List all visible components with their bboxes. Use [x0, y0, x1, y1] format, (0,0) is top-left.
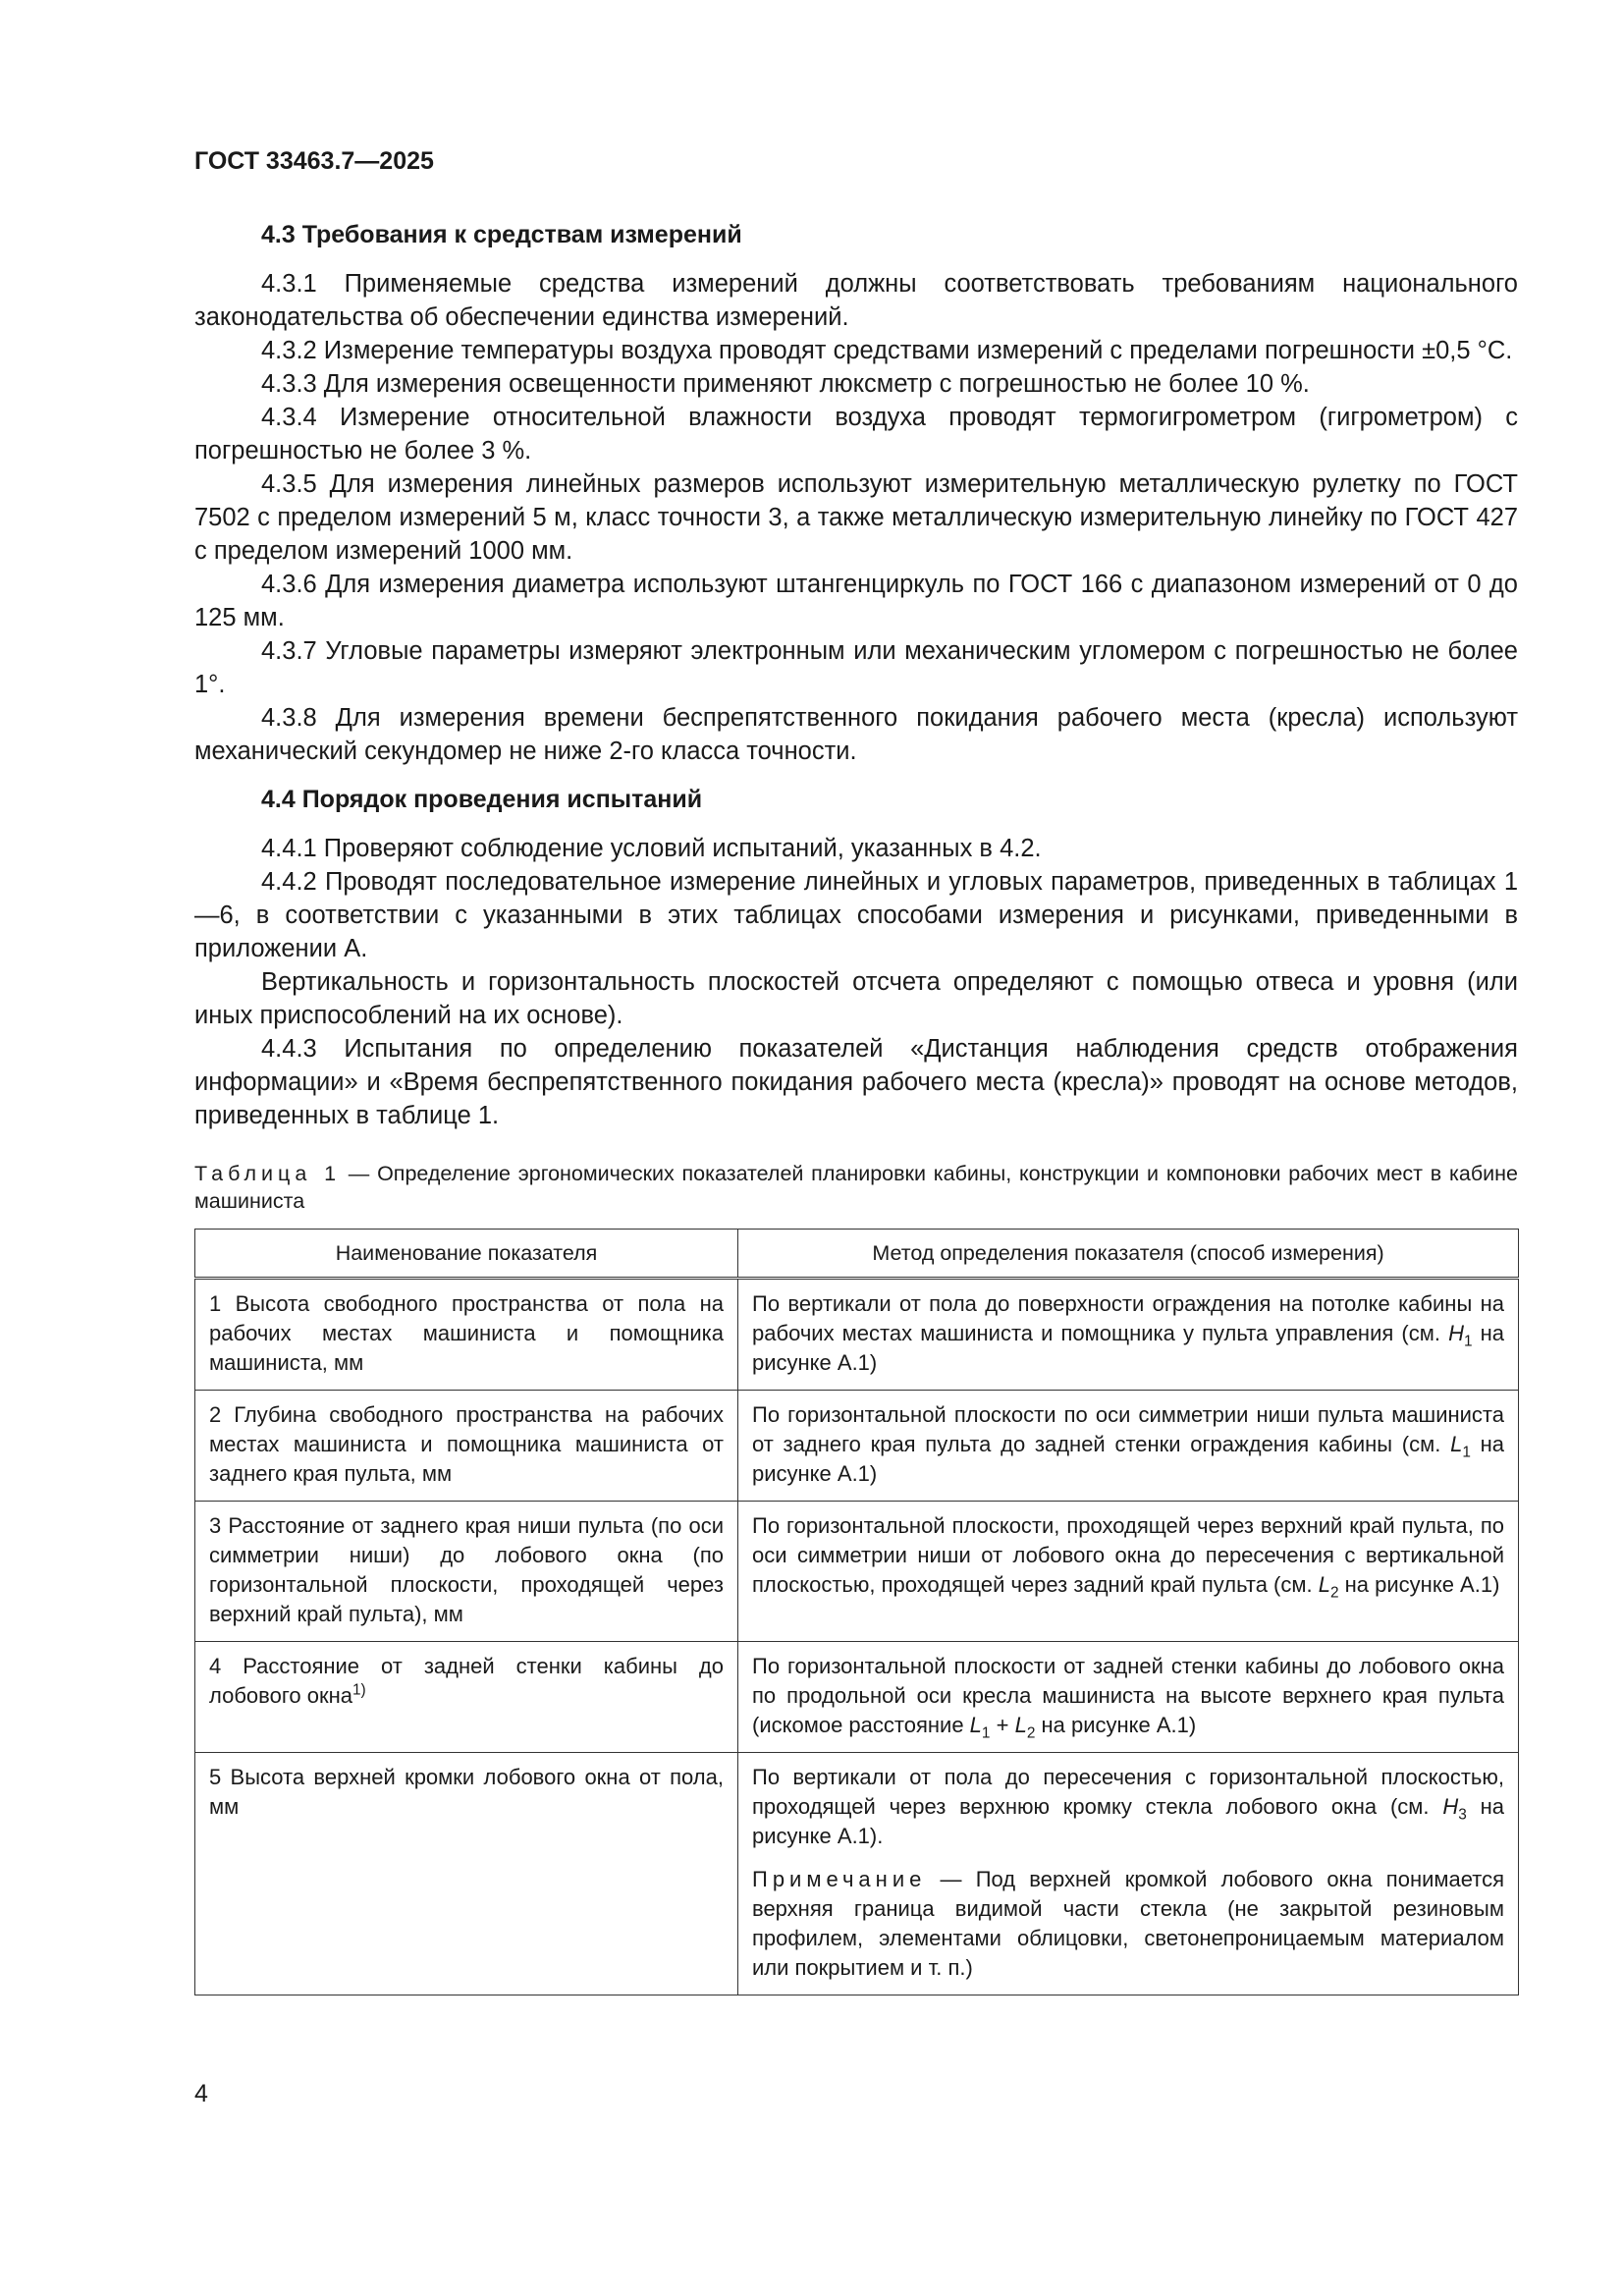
symbol: L — [1450, 1432, 1463, 1456]
paragraph-4-3-8: 4.3.8 Для измерения времени беспрепятственного покидания рабочего места (кресла) используют механический секундомер не ниже 2-го класса точности. — [194, 704, 1518, 765]
symbol: L — [1318, 1572, 1330, 1597]
method-cell — [738, 1391, 1519, 1502]
method-text: По вертикали от пола до пересечения с горизонтальной плоскостью, проходящей через верхнюю кромку стекла лобового окна (см. — [752, 1765, 1504, 1819]
method-cell — [738, 1642, 1519, 1753]
paragraph-4-3-2: 4.3.2 Измерение температуры воздуха проводят средствами измерений с пределами погрешности ±0,5 °С. — [261, 337, 1513, 364]
method-text: на рисунке А.1) — [1035, 1713, 1197, 1737]
paragraph-4-3-6: 4.3.6 Для измерения диаметра используют штангенциркуль по ГОСТ 166 с диапазоном измерений от 0 до 125 мм. — [194, 571, 1518, 631]
paragraph-4-3-1: 4.3.1 Применяемые средства измерений должны соответствовать требованиям национального законодательства об обеспечении единства измерений. — [194, 270, 1518, 331]
table-row — [195, 1753, 1519, 1995]
method-cell — [738, 1279, 1519, 1391]
method-text: По горизонтальной плоскости по оси симметрии ниши пульта машиниста от заднего края пульта до задней стенки ограждения кабины (см. — [752, 1402, 1504, 1456]
paragraph-4-4-3: 4.4.3 Испытания по определению показателей «Дистанция наблюдения средств отображения информации» и «Время беспрепятственного покидания рабочего места (кресла)» проводят на основе методов, приведенных в таблице 1. — [194, 1035, 1518, 1129]
method-text: По горизонтальной плоскости, проходящей через верхний край пульта, по оси симметрии ниши от лобового окна до пересечения с вертикальной плоскостью, проходящей через задний край пульта (см. — [752, 1513, 1504, 1597]
method-text: По горизонтальной плоскости от задней стенки кабины до лобового окна по продольной оси кресла машиниста на высоте верхнего края пульта (искомое расстояние — [752, 1654, 1504, 1737]
indicator-name-cell: 2 Глубина свободного пространства на рабочих местах машиниста и помощника машиниста от заднего края пульта, мм — [195, 1391, 738, 1502]
paragraph-4-3-3: 4.3.3 Для измерения освещенности применяют люксметр с погрешностью не более 10 %. — [261, 370, 1310, 398]
table-header-row — [195, 1230, 1519, 1279]
symbol: H — [1448, 1321, 1464, 1345]
paragraph-4-3-4: 4.3.4 Измерение относительной влажности воздуха проводят термогигрометром (гигрометром) с погрешностью не более 3 %. — [194, 404, 1518, 465]
document-code: ГОСТ 33463.7—2025 — [194, 147, 434, 175]
footnote-marker: 1) — [352, 1681, 366, 1699]
table-caption-label: Таблица 1 — [194, 1162, 342, 1185]
method-text: на рисунке А.1) — [1338, 1572, 1500, 1597]
paragraph-4-3-5: 4.3.5 Для измерения линейных размеров используют измерительную металлическую рулетку по ГОСТ 7502 с пределом измерений 5 м, класс точности 3, а также металлическую измерительную линейку по ГОСТ 427 с пределом измерений 1000 мм. — [194, 470, 1518, 565]
plus-sign: + — [990, 1713, 1015, 1737]
symbol-subscript: 1 — [1463, 1333, 1473, 1350]
table-caption-text: — Определение эргономических показателей планировки кабины, конструкции и компоновки рабочих мест в кабине машиниста — [194, 1162, 1518, 1213]
paragraph-4-4-1: 4.4.1 Проверяют соблюдение условий испытаний, указанных в 4.2. — [261, 835, 1042, 862]
section-heading-4-3: 4.3 Требования к средствам измерений — [261, 221, 742, 248]
symbol: L — [969, 1713, 982, 1737]
symbol-subscript: 2 — [1026, 1724, 1036, 1742]
method-text: на рисунке А.1) — [752, 1321, 1505, 1375]
table-row — [195, 1642, 1519, 1753]
indicator-name-cell: 1 Высота свободного пространства от пола на рабочих местах машиниста и помощника машиниста, мм — [195, 1279, 738, 1391]
symbol-subscript: 2 — [1329, 1584, 1339, 1602]
symbol-subscript: 1 — [981, 1724, 991, 1742]
note-text: — Под верхней кромкой лобового окна понимается верхняя граница видимой части стекла (не закрытой резиновым профилем, элементами облицовки, светонепроницаемым материалом или покрытием и т. п.) — [752, 1867, 1504, 1980]
symbol-subscript: 3 — [1458, 1806, 1467, 1824]
method-text: на рисунке А.1). — [752, 1794, 1504, 1848]
column-header-method: Метод определения показателя (способ измерения) — [738, 1230, 1519, 1279]
method-cell — [738, 1753, 1519, 1995]
paragraph-verticality: Вертикальность и горизонтальность плоскостей отсчета определяют с помощью отвеса и уровня (или иных приспособлений на их основе). — [194, 968, 1518, 1029]
indicator-name-cell: 5 Высота верхней кромки лобового окна от пола, мм — [195, 1753, 738, 1995]
indicator-name-cell — [195, 1642, 738, 1753]
paragraph-4-3-7: 4.3.7 Угловые параметры измеряют электронным или механическим угломером с погрешностью не более 1°. — [194, 637, 1518, 698]
table-row — [195, 1279, 1519, 1391]
page-number: 4 — [194, 2080, 208, 2107]
table-caption — [194, 1160, 1518, 1215]
symbol: L — [1014, 1713, 1027, 1737]
paragraph-4-4-2: 4.4.2 Проводят последовательное измерение линейных и угловых параметров, приведенных в таблицах 1—6, в соответствии с указанными в этих таблицах способами измерения и рисунками, приведенными в приложении А. — [194, 868, 1518, 962]
table-1 — [194, 1229, 1519, 1995]
table-row — [195, 1502, 1519, 1642]
method-text: на рисунке А.1) — [752, 1432, 1504, 1486]
indicator-name-text: 4 Расстояние от задней стенки кабины до лобового окна — [209, 1654, 724, 1708]
section-heading-4-4: 4.4 Порядок проведения испытаний — [261, 786, 703, 813]
symbol: H — [1442, 1794, 1459, 1819]
method-text: По вертикали от пола до поверхности ограждения на потолке кабины на рабочих местах машиниста и помощника у пульта управления (см. — [752, 1291, 1504, 1345]
column-header-name: Наименование показателя — [195, 1230, 738, 1279]
table-row — [195, 1391, 1519, 1502]
note-label: Примечание — [752, 1867, 927, 1891]
symbol-subscript: 1 — [1462, 1444, 1471, 1461]
method-paragraph — [752, 1763, 1504, 1851]
indicator-name-cell: 3 Расстояние от заднего края ниши пульта (по оси симметрии ниши) до лобового окна (по горизонтальной плоскости, проходящей через верхний край пульта), мм — [195, 1502, 738, 1642]
method-cell — [738, 1502, 1519, 1642]
table-note — [752, 1865, 1504, 1983]
document-page — [194, 147, 1518, 1995]
